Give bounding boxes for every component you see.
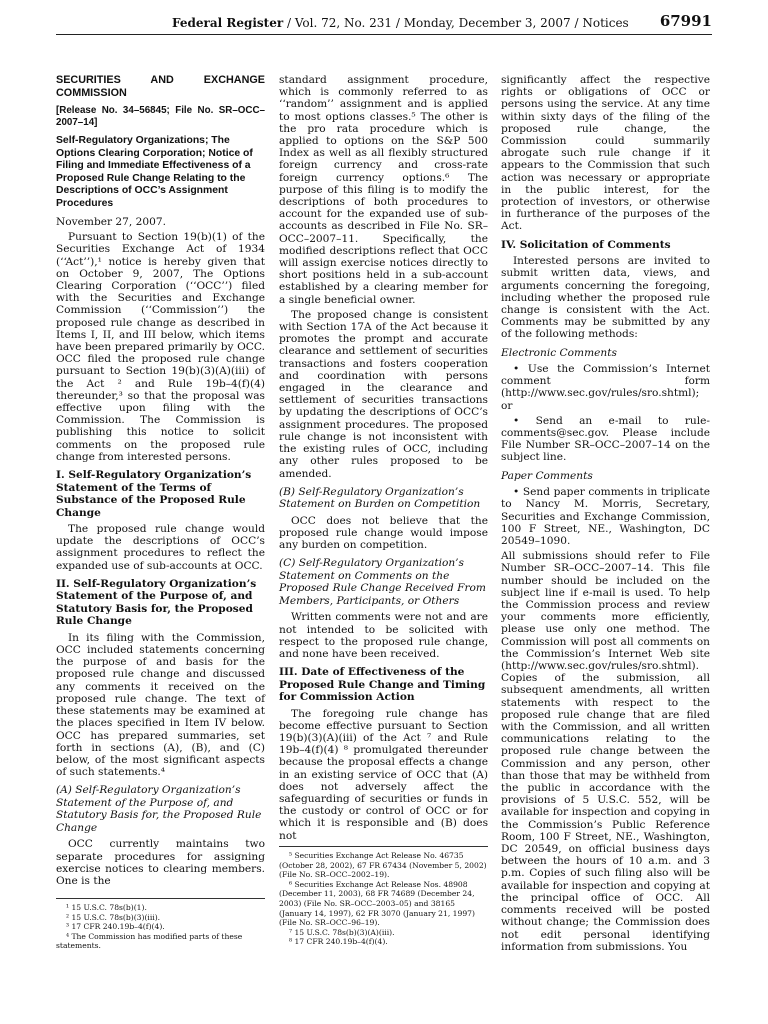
paragraph: The foregoing rule change has become effective pursuant to Section 19(b)(3)(A)(iii) of the Act ⁷ and Rule 19b–4(f)(4) ⁸ promulgated thereunder because the proposal effects a change in an existing service of OCC that (A) does not adversely affect the safeguarding of securities or funds in the custody or control of OCC or for which it is responsible and (B) does not bbox=[279, 707, 488, 842]
footnote: ³ 17 CFR 240.19b–4(f)(4). bbox=[66, 922, 165, 932]
page-number: 67991 bbox=[659, 12, 712, 30]
issue-details: / Vol. 72, No. 231 / Monday, December 3, 2007 / Notices bbox=[283, 16, 629, 30]
notice-subject: Self-Regulatory Organizations; The Options Clearing Corporation; Notice of Filing and Immediate Effectiveness of a Proposed Rule Change Relating to the Descriptions of OCC’s Assignment Procedures bbox=[56, 135, 253, 209]
section-heading: II. Self-Regulatory Organization’s Statement of the Purpose of, and Statutory Basis for, the Proposed Rule Change bbox=[56, 577, 257, 628]
footnote: ⁵ Securities Exchange Act Release No. 46735 (October 28, 2002), 67 FR 67434 (November 5, 2002) (File No. SR–OCC–2002–19). bbox=[279, 851, 487, 880]
paragraph: In its filing with the Commission, OCC included statements concerning the purpose of and basis for the proposed rule change and discussed any comments it received on the proposed rule change. The text of these statements may be examined at the places specified in Item IV below. OCC has prepared summaries, set forth in sections (A), (B), and (C) below, of the most significant aspects of such statements.⁴ bbox=[56, 631, 265, 779]
footnotes-middle bbox=[279, 846, 488, 947]
paragraph: significantly affect the respective rights or obligations of OCC or persons using the service. At any time within sixty days of the filing of the proposed rule change, the Commission could summarily abrogate such rule change if it appears to the Commission that such action was necessary or appropriate in the public interest, for the protection of investors, or otherwise in furtherance of the purposes of the Act. bbox=[501, 74, 710, 233]
column-right bbox=[501, 74, 710, 956]
section-heading: I. Self-Regulatory Organization’s Statement of the Terms of Substance of the Proposed Rule Change bbox=[56, 469, 252, 519]
notice-date: November 27, 2007. bbox=[56, 216, 166, 228]
subsection-heading: Paper Comments bbox=[501, 469, 593, 482]
footnote: ⁴ The Commission has modified parts of these statements. bbox=[56, 931, 243, 951]
paragraph: Written comments were not and are not intended to be solicited with respect to the proposed rule change, and none have been received. bbox=[279, 611, 488, 660]
footnote: ² 15 U.S.C. 78s(b)(3)(iii). bbox=[66, 912, 161, 922]
paragraph: The proposed rule change would update the descriptions of OCC’s assignment procedures to reflect the expanded use of sub-accounts at OCC. bbox=[56, 523, 265, 572]
bullet-item: • Use the Commission’s Internet comment form (http://www.sec.gov/rules/sro.shtml); or bbox=[501, 363, 710, 412]
paragraph: Interested persons are invited to submit written data, views, and arguments concerning the foregoing, including whether the proposed rule change is consistent with the Act. Comments may be submitted by any of the following methods: bbox=[501, 255, 710, 341]
section-heading: III. Date of Effectiveness of the Proposed Rule Change and Timing for Commission Action bbox=[279, 666, 486, 704]
section-heading: IV. Solicitation of Comments bbox=[501, 238, 671, 251]
column-left bbox=[56, 74, 265, 890]
footnote: ¹ 15 U.S.C. 78s(b)(1). bbox=[66, 903, 147, 912]
subsection-heading: (B) Self-Regulatory Organization’s Statement on Burden on Competition bbox=[279, 485, 481, 511]
bullet-item: • Send an e-mail to rule-comments@sec.gov. Please include File Number SR–OCC–2007–14 on the subject line. bbox=[501, 414, 710, 464]
column-middle bbox=[279, 74, 488, 845]
agency-heading: SECURITIES AND EXCHANGE COMMISSION bbox=[56, 74, 265, 99]
paragraph: Pursuant to Section 19(b)(1) of the Securities Exchange Act of 1934 (‘‘Act’’),¹ notice is hereby given that on October 9, 2007, The Options Clearing Corporation (‘‘OCC’’) filed with the Securities and Exchange Commission (‘‘Commission’’) the proposed rule change as described in Items I, II, and III below, which items have been prepared primarily by OCC. OCC filed the proposed rule change pursuant to Section 19(b)(3)(A)(iii) of the Act ² and Rule 19b–4(f)(4) thereunder,³ so that the proposal was effective upon filing with the Commission. The Commission is publishing this notice to solicit comments on the proposed rule change from interested persons. bbox=[56, 231, 265, 463]
subsection-heading: (C) Self-Regulatory Organization’s Statement on Comments on the Proposed Rule Change Received From Members, Participants, or Others bbox=[279, 557, 486, 607]
footnotes-left bbox=[56, 898, 265, 951]
footnote: ⁶ Securities Exchange Act Release Nos. 48908 (December 11, 2003), 68 FR 74689 (December 24, 2003) (File No. SR–OCC–2003–05) and 38165 (January 14, 1997), 62 FR 3070 (January 21, 1997) (File No. SR–OCC–96–19). bbox=[279, 879, 475, 928]
paragraph: OCC does not believe that the proposed rule change would impose any burden on competition. bbox=[279, 514, 488, 552]
release-number: [Release No. 34–56845; File No. SR–OCC–2007–14] bbox=[56, 105, 265, 128]
paragraph: All submissions should refer to File Number SR–OCC–2007–14. This file number should be included on the subject line if e-mail is used. To help the Commission process and review your comments more efficiently, please use only one method. The Commission will post all comments on the Commission’s Internet Web site (http://www.sec.gov/rules/sro.shtml). Copies of the submission, all subsequent amendments, all written statements with respect to the proposed rule change that are filed with the Commission, and all written communications relating to the proposed rule change between the Commission and any person, other than those that may be withheld from the public in accordance with the provisions of 5 U.S.C. 552, will be available for inspection and copying in the Commission’s Public Reference Room, 100 F Street, NE., Washington, DC 20549, on official business days between the hours of 10 a.m. and 3 p.m. Copies of such filing also will be available for inspection and copying at the principal office of OCC. All comments received will be posted without change; the Commission does not edit personal identifying information from submissions. You bbox=[501, 550, 710, 953]
paragraph: The proposed change is consistent with Section 17A of the Act because it promotes the prompt and accurate clearance and settlement of securities transactions and fosters cooperation and coordination with persons engaged in the clearance and settlement of securities transactions by updating the descriptions of OCC’s assignment procedures. The proposed rule change is not inconsistent with the existing rules of OCC, including any other rules proposed to be amended. bbox=[279, 308, 488, 480]
journal-name: Federal Register bbox=[172, 16, 284, 30]
paragraph: standard assignment procedure, which is commonly referred to as ‘‘random’’ assignment and is applied to most options classes.⁵ The other is the pro rata procedure which is applied to options on the S&P 500 Index as well as all flexibly structured foreign currency and cross-rate foreign currency options.⁶ The purpose of this filing is to modify the descriptions of both procedures to account for the expanded use of sub-accounts as described in File No. SR–OCC–2007–11. Specifically, the modified descriptions reflect that OCC will assign exercise notices directly to short positions held in a sub-account established by a clearing member for a single beneficial owner. bbox=[279, 74, 488, 306]
subsection-heading: Electronic Comments bbox=[501, 346, 617, 359]
footnote: ⁷ 15 U.S.C. 78s(b)(3)(A)(iii). bbox=[289, 927, 395, 937]
subsection-heading: (A) Self-Regulatory Organization’s Statement of the Purpose of, and Statutory Basis for, the Proposed Rule Change bbox=[56, 784, 262, 834]
running-head bbox=[172, 16, 629, 30]
footnote: ⁸ 17 CFR 240.19b–4(f)(4). bbox=[289, 937, 388, 947]
paragraph: OCC currently maintains two separate procedures for assigning exercise notices to clearing members. One is the bbox=[56, 838, 265, 887]
page-header bbox=[56, 14, 712, 35]
bullet-item: • Send paper comments in triplicate to Nancy M. Morris, Secretary, Securities and Exchange Commission, 100 F Street, NE., Washington, DC 20549–1090. bbox=[501, 486, 710, 547]
